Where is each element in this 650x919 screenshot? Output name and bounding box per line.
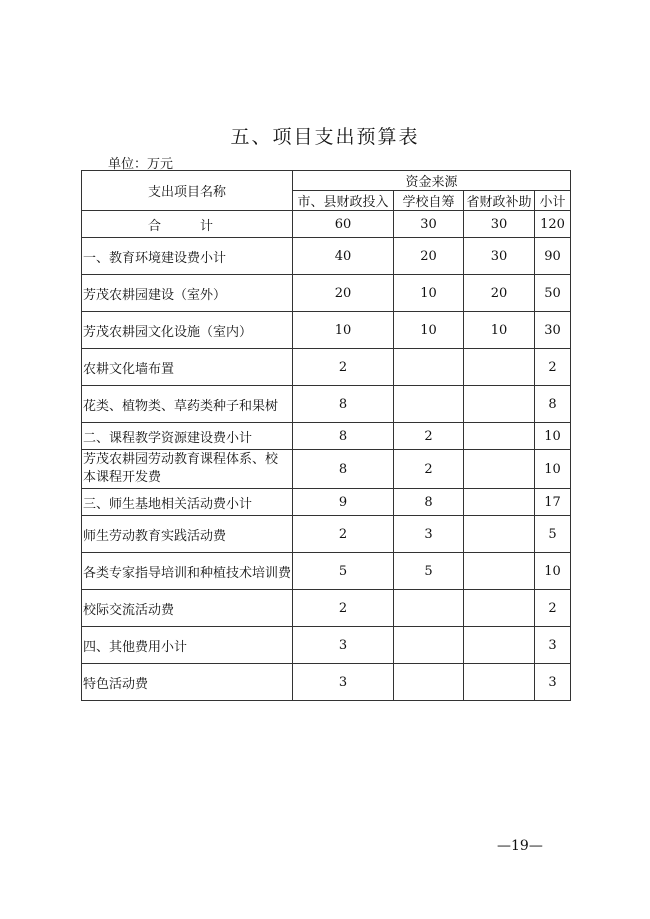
table-row: [82, 664, 571, 701]
cell-school: 8: [394, 489, 464, 516]
header-funding-source: 资金来源: [293, 171, 571, 191]
row-name: 农耕文化墙布置: [82, 349, 293, 386]
cell-school: [394, 349, 464, 386]
cell-province: 20: [464, 275, 535, 312]
cell-province: [464, 516, 535, 553]
row-name: 特色活动费: [82, 664, 293, 701]
cell-city: 3: [293, 664, 394, 701]
budget-table: [81, 170, 571, 701]
cell-city: 2: [293, 590, 394, 627]
cell-province: [464, 450, 535, 489]
cell-province: 10: [464, 312, 535, 349]
row-name: 二、课程教学资源建设费小计: [82, 423, 293, 450]
cell-city: 40: [293, 238, 394, 275]
header-col-city: 市、县财政投入: [293, 191, 394, 211]
cell-subtotal: 2: [535, 349, 571, 386]
cell-subtotal: 10: [535, 423, 571, 450]
cell-school: 3: [394, 516, 464, 553]
cell-subtotal: 10: [535, 553, 571, 590]
table-row: [82, 516, 571, 553]
row-name: 合 计: [147, 218, 226, 234]
cell-city: 2: [293, 349, 394, 386]
cell-province: [464, 423, 535, 450]
cell-school: 20: [394, 238, 464, 275]
cell-province: 30: [464, 238, 535, 275]
cell-subtotal: 8: [535, 386, 571, 423]
cell-city: 10: [293, 312, 394, 349]
cell-city: 8: [293, 450, 394, 489]
table-row: [82, 627, 571, 664]
row-name: 各类专家指导培训和种植技术培训费: [82, 553, 293, 590]
cell-school: 10: [394, 312, 464, 349]
header-row-1: [82, 171, 571, 191]
page-number: —19—: [497, 838, 543, 854]
table-row: [82, 275, 571, 312]
cell-province: [464, 664, 535, 701]
cell-province: [464, 349, 535, 386]
cell-city: 8: [293, 386, 394, 423]
table-row: [82, 553, 571, 590]
table-row: [82, 238, 571, 275]
header-item-name: 支出项目名称: [82, 171, 293, 211]
cell-subtotal: 2: [535, 590, 571, 627]
cell-city: 3: [293, 627, 394, 664]
header-col-school: 学校自筹: [394, 191, 464, 211]
cell-city: 20: [293, 275, 394, 312]
cell-subtotal: 3: [535, 627, 571, 664]
cell-school: [394, 590, 464, 627]
header-col-subtotal: 小计: [535, 191, 571, 211]
cell-city: 8: [293, 423, 394, 450]
cell-school: 5: [394, 553, 464, 590]
cell-school: 2: [394, 450, 464, 489]
cell-subtotal: 120: [535, 211, 571, 238]
page-title: 五、项目支出预算表: [230, 126, 420, 148]
table-row: [82, 423, 571, 450]
cell-school: 10: [394, 275, 464, 312]
table-row: [82, 386, 571, 423]
cell-province: 30: [464, 211, 535, 238]
cell-province: [464, 627, 535, 664]
table-row: [82, 489, 571, 516]
row-name: 四、其他费用小计: [82, 627, 293, 664]
cell-subtotal: 90: [535, 238, 571, 275]
cell-province: [464, 386, 535, 423]
cell-province: [464, 489, 535, 516]
table-row-total: [82, 211, 571, 238]
row-name: 芳茂农耕园建设（室外）: [82, 275, 293, 312]
cell-subtotal: 50: [535, 275, 571, 312]
table-row: [82, 349, 571, 386]
table-row: [82, 590, 571, 627]
row-name: 一、教育环境建设费小计: [82, 238, 293, 275]
unit-label: 单位：万元: [108, 157, 174, 172]
row-name: 芳茂农耕园劳动教育课程体系、校本课程开发费: [82, 450, 293, 489]
cell-subtotal: 17: [535, 489, 571, 516]
row-name: 校际交流活动费: [82, 590, 293, 627]
cell-subtotal: 5: [535, 516, 571, 553]
cell-subtotal: 30: [535, 312, 571, 349]
cell-school: [394, 386, 464, 423]
cell-subtotal: 3: [535, 664, 571, 701]
cell-city: 9: [293, 489, 394, 516]
row-name: 师生劳动教育实践活动费: [82, 516, 293, 553]
cell-province: [464, 590, 535, 627]
cell-school: 2: [394, 423, 464, 450]
cell-city: 2: [293, 516, 394, 553]
cell-province: [464, 553, 535, 590]
cell-school: [394, 627, 464, 664]
cell-school: [394, 664, 464, 701]
cell-city: 5: [293, 553, 394, 590]
cell-city: 60: [293, 211, 394, 238]
cell-school: 30: [394, 211, 464, 238]
table-row: [82, 450, 571, 489]
row-name: 三、师生基地相关活动费小计: [82, 489, 293, 516]
row-name: 花类、植物类、草药类种子和果树: [82, 386, 293, 423]
cell-subtotal: 10: [535, 450, 571, 489]
row-name: 芳茂农耕园文化设施（室内）: [82, 312, 293, 349]
header-col-province: 省财政补助: [464, 191, 535, 211]
table-row: [82, 312, 571, 349]
